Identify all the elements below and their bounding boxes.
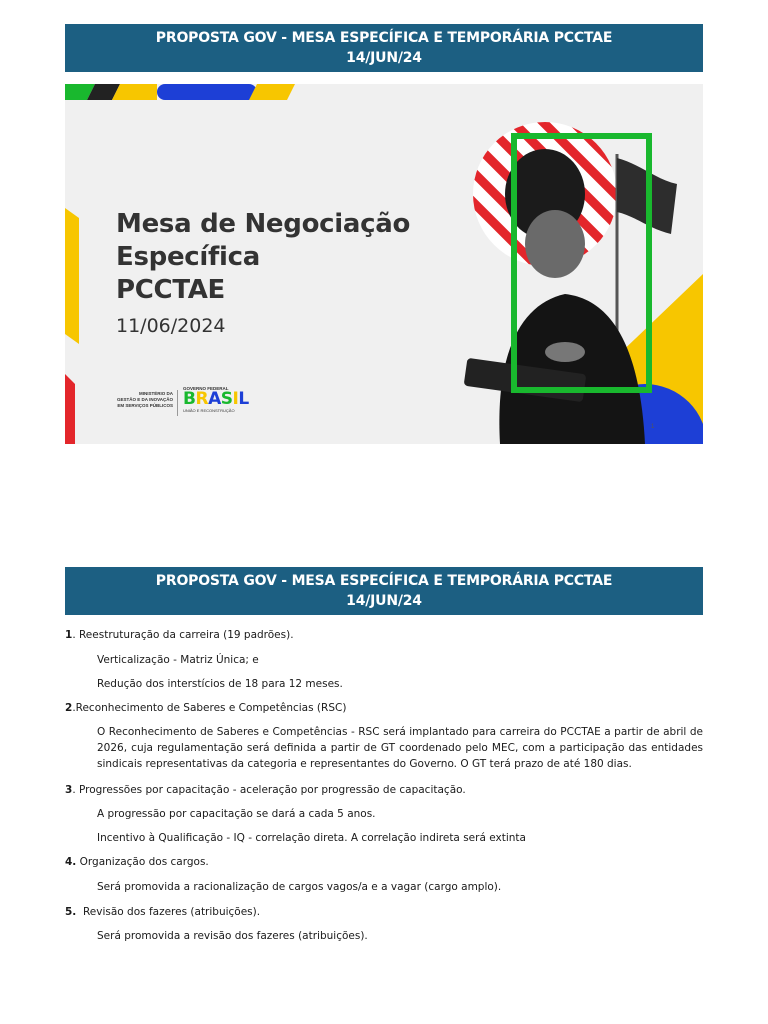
header-banner-bottom xyxy=(65,567,703,615)
ministry-line-1: MINISTÉRIO DA xyxy=(138,391,173,396)
brasil-gov-logo xyxy=(183,386,253,416)
slide-title-line-3: PCCTAE xyxy=(116,275,226,305)
logo-divider xyxy=(177,390,178,416)
item-3 xyxy=(65,782,703,798)
item-1-number: 1 xyxy=(65,629,73,641)
brasil-wordmark: BRASIL xyxy=(183,389,249,409)
ministry-logo xyxy=(99,391,173,415)
slide-page-number: 1 xyxy=(651,424,655,430)
slide-title-line-2: Específica xyxy=(116,242,260,272)
item-1-sub-1: Verticalização - Matriz Única; e xyxy=(97,654,259,666)
item-1-text: . Reestruturação da carreira (19 padrões). xyxy=(72,629,294,641)
header-date: 14/JUN/24 xyxy=(346,50,422,66)
slide-title-line-1: Mesa de Negociação xyxy=(116,209,411,239)
item-5-number: 5. xyxy=(65,906,77,918)
item-4-text: Organização dos cargos. xyxy=(76,856,209,868)
strip-yellow-2 xyxy=(249,84,295,100)
item-2-number: 2 xyxy=(65,702,73,714)
item-3-sub-1: A progressão por capacitação se dará a cada 5 anos. xyxy=(97,808,376,820)
item-3-sub-2: Incentivo à Qualificação - IQ - correlação direta. A correlação indireta será extinta xyxy=(97,832,526,844)
left-red xyxy=(65,374,75,444)
item-2-sub-1: O Reconhecimento de Saberes e Competências - RSC será implantado para carreira do PCCTAE a partir de abril de 2026, cuja regulamentação será definida a partir de GT coordenado pelo MEC, com a participação das entidades sindicais representativas da categoria e representantes do Governo. O GT terá prazo de até 180 dias. xyxy=(97,726,703,770)
gov-slogan: UNIÃO E RECONSTRUÇÃO xyxy=(183,408,235,413)
left-yellow xyxy=(65,208,79,344)
slide-title xyxy=(116,208,410,307)
item-5-sub-1: Será promovida a revisão dos fazeres (atribuições). xyxy=(97,930,368,942)
item-1 xyxy=(65,627,703,643)
item-2-text: .Reconhecimento de Saberes e Competências (RSC) xyxy=(72,702,347,714)
item-2 xyxy=(65,700,703,716)
strip-blue xyxy=(157,84,257,100)
header-title: PROPOSTA GOV - MESA ESPECÍFICA E TEMPORÁRIA PCCTAE xyxy=(155,30,613,46)
presentation-slide xyxy=(65,84,703,444)
ministry-line-3: EM SERVIÇOS PÚBLICOS xyxy=(117,403,173,408)
item-5-text: Revisão dos fazeres (atribuições). xyxy=(76,906,261,918)
item-1-sub-2: Redução dos interstícios de 18 para 12 meses. xyxy=(97,678,343,690)
gov-federal-label: GOVERNO FEDERAL xyxy=(183,386,229,391)
item-4-sub-1: Será promovida a racionalização de cargos vagos/a e a vagar (cargo amplo). xyxy=(97,881,502,893)
header-title-2: PROPOSTA GOV - MESA ESPECÍFICA E TEMPORÁRIA PCCTAE xyxy=(155,573,613,589)
item-4 xyxy=(65,854,703,870)
item-3-number: 3 xyxy=(65,784,73,796)
slide-date: 11/06/2024 xyxy=(116,315,226,337)
item-3-text: . Progressões por capacitação - aceleração por progressão de capacitação. xyxy=(72,784,466,796)
header-date-2: 14/JUN/24 xyxy=(346,593,422,609)
item-5 xyxy=(65,904,703,920)
item-4-number: 4. xyxy=(65,856,77,868)
ministry-line-2: GESTÃO E DA INOVAÇÃO xyxy=(116,397,173,402)
header-banner-top xyxy=(65,24,703,72)
